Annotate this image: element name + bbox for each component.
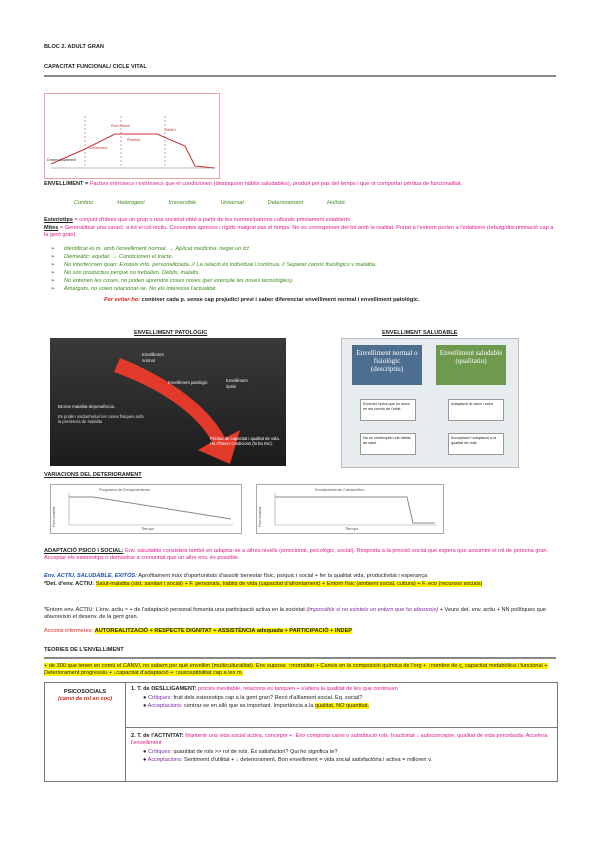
graph-programa xyxy=(50,484,242,534)
esteriotips-label: Esteriotips xyxy=(44,217,73,223)
saludable-panel xyxy=(341,338,519,468)
bullet-item: ➢ No interferirsen quan: Existeix info. personalitzada. // La relació és individual i contínua. // Separar canvis fisiològics v malaltia. xyxy=(50,262,377,268)
section-heading-capacitat: CAPACITAT FUNCIONAL/ CICLE VITAL xyxy=(44,64,147,70)
trait: Heterogeni xyxy=(117,200,145,206)
saludable-box: Envelliment saludable (qualitatiu) xyxy=(436,345,506,385)
patologic-label: normal xyxy=(142,358,155,363)
teories-table xyxy=(44,682,558,782)
patologic-label: Envelliment xyxy=(142,352,164,357)
per-evitar xyxy=(104,297,558,304)
diagram-label: Desenvolupament xyxy=(47,158,76,162)
patologic-label: Envelliment patològic xyxy=(168,380,208,385)
patologic-low: Es poden oxidar/reduir les coses físiques amb la presència de malaltia xyxy=(58,414,144,424)
envelliment-label: ENVELLIMENT = xyxy=(44,181,89,187)
patologic-label: Envelliment xyxy=(226,378,248,383)
accions-text: AUTOREALITZACIÓ + RESPECTE DIGNITAT + ASSISTÈNCIA adequada + PARTICIPACIÓ + INDEP xyxy=(94,628,353,634)
per-evitar-label: Per evitar-ho: xyxy=(104,297,141,303)
t1-acceptacions-label: Acceptacions: xyxy=(147,703,183,709)
t2-acceptacions-label: Acceptacions: xyxy=(147,757,183,763)
patologic-title: ENVELLIMENT PATOLÒGIC xyxy=(134,330,208,336)
per-evitar-text: conèixer cada p. sense cap prejudici previ i saber diferenciar envelliment normal i envelliment patològic. xyxy=(141,297,420,303)
adaptacio-label: ADAPTACIÓ PSICO I SOCIAL: xyxy=(44,548,124,554)
t2-critiques: quantitat de rols >> rol de rols. És satisfactori? Qui ho significa te? xyxy=(173,749,338,755)
graph-ylabel: Funcionalitat xyxy=(258,507,262,527)
teories-title: TEORIES DE L'ENVELLIMENT xyxy=(44,647,124,653)
env-actiu-text: Aprofitament màx d'oportunitats d'assolir benestar físic, psíquic i social + fer la qualitat vida, productivitat i esperança xyxy=(138,573,428,579)
bullet-item: ➢ Identificar-lo m. amb l'envelliment normal. → Aplicat medicina: negar un tct xyxy=(50,246,249,252)
entorn-text: *Entorn env. ACTIU: L'env. actiu ≈ + de l'adaptació personal fomenta una participació activa en la societat xyxy=(44,607,305,613)
graph-xlabel: Tiempo xyxy=(345,526,359,531)
teoria-activitat: 2. T. de l'ACTIVITAT: Mantenir una vida social activa, concepte +. Env comporta canvi o substitució rols. Inactivitat ↓ autoconcepte, qualitat de vida percebuda. Accelera l'envelliment ● Crítiques: quantitat de rols >> rol de rols. És satisfactori? Qui ho significa te? ● Acceptacions: Sentiment d'utilitat + ↓ deteriorament. Bon envelliment = vida social satisfactòria i activa = milloren v. xyxy=(131,733,548,763)
diagram-label: Punt màxim xyxy=(111,124,130,128)
divider xyxy=(44,657,556,659)
diagram-label: Plenitud xyxy=(127,138,140,142)
entorn-note: (impossible si no existeix un entorn que ho afavoreix) xyxy=(306,607,439,613)
patologic-right: Pèrdua de capacitat i qualitat de vida. Ha d'haver condicions (hi ha risc). xyxy=(210,436,280,446)
variacions-title: VARIACIONS DEL DETERIORAMENT xyxy=(44,472,142,478)
esteriotips-definition xyxy=(44,217,558,224)
life-cycle-diagram xyxy=(44,93,220,179)
saludable-item: Adaptació al canvi i salut xyxy=(448,399,504,421)
saludable-title: ENVELLIMENT SALUDABLE xyxy=(382,330,458,336)
psicosocials-cell xyxy=(45,683,126,781)
t2-critiques-label: Crítiques: xyxy=(147,749,172,755)
t1-acceptacions: centrar-se en allò que es important. Importància a la xyxy=(184,703,314,709)
patologic-arrow xyxy=(50,338,286,466)
adaptacio-definition xyxy=(44,548,558,562)
mites-label: Mites xyxy=(44,225,59,231)
t1-text: procés inevitable, relacions es tanquen + s'altera la qualitat de les que continuen xyxy=(198,686,398,692)
det-env-actiu xyxy=(44,581,558,588)
bullet-item: ➢ No són productius perquè no treballen. Dèbils, malalts. xyxy=(50,270,200,276)
mites-text: = Generalitzar una caract. a tot el col·lectiu. Conceptes apresos i rígids malgrat pas el temps. No es corresponen del tot amb la realitat. Portat a l'extrem porten a l'edatisme (rebuig/discriminació cap a la gent gran). xyxy=(44,225,554,238)
bullet-item: ➢ Amargats, no volen relacionar-se. No els interessa l'actualitat. xyxy=(50,286,218,292)
graph-title: Envejecimiento Catastrófico xyxy=(315,487,365,492)
trait: Continu xyxy=(74,200,94,206)
env-actiu xyxy=(44,573,558,580)
patologic-mid: Brome malaltia-dependència. xyxy=(58,404,116,409)
t1-acceptacions-hl: qualitat, NO quantitat. xyxy=(314,703,370,709)
graph-title: Programa de Envejecimiento xyxy=(99,487,151,492)
trait: Deteriorament xyxy=(267,200,304,206)
patologic-label: òptim xyxy=(226,384,237,389)
trait: Universal xyxy=(220,200,244,206)
trait: Holístic xyxy=(327,200,346,206)
esteriotips-text: = conjunt d'idees que un grup o una societat obté a partir de les normes/patrons culturals prèviament establerts. xyxy=(74,217,352,223)
bullet-item: ➢ Diemeàtic: equitat. → Condicionen el tracte. xyxy=(50,254,174,260)
patologic-panel xyxy=(50,338,286,466)
psicosocials-label: PSICOSOCIALS xyxy=(63,689,107,695)
entorn-end: + Veure det. env. actiu + NN polítiques que afavoreixin el desenv. de la gent gran. xyxy=(44,607,546,620)
life-cycle-curve xyxy=(45,94,219,178)
accions-label: Accions infermeres: xyxy=(44,628,94,634)
envelliment-text: Factors intrínsecs i extrínsecs que el condicionen (destaquem hàbits saludables), produït pel pas del temps i que ot comportar pèrdua de funcionalitat. xyxy=(89,181,463,187)
t2-acceptacions: Sentiment d'utilitat + ↓ deteriorament. Bon envelliment = vida social satisfactòria i activa = milloren v. xyxy=(184,757,433,763)
bullet-item: ➢ No entenen les coses, no poden aprendre coses noves (per exemple les noves tecnologies). xyxy=(50,278,294,284)
diagram-label: Declivi xyxy=(165,128,176,132)
teories-intro: + de 300 que tenen en comú el CANVI, no sabem per què envellim (multiculturalitat). Env suposa: ↑mortalitat + Canvis en la composició química de l'org + ↓nombre de ç, capacitat metabòlica i funcional + Deteriorament progressiu + ↓capacitat d'adaptació + ↑susceptibilitat cap a les m. xyxy=(44,663,548,676)
accions-infermeres xyxy=(44,628,558,635)
graph-catastrofic xyxy=(256,484,444,534)
graph-ylabel: Funcionalitat xyxy=(52,507,56,527)
mites-definition xyxy=(44,225,558,239)
graph-xlabel: Tiempo xyxy=(141,526,155,531)
t1-critiques: fruit dels estereotips cap a la gent gran? Recó d'aïllament social. Eq. social? xyxy=(173,695,363,701)
envelliment-traits xyxy=(74,200,534,207)
divider xyxy=(44,75,556,77)
entorn-env-actiu xyxy=(44,607,558,621)
saludable-item: Evolució típica que es dona en els canvis de l'edat. xyxy=(360,399,416,421)
t1-critiques-label: Crítiques: xyxy=(147,695,172,701)
psicosocials-sub: (canvi de rol en soc) xyxy=(57,696,113,702)
saludable-item: No es contemplen els hàbits de salut xyxy=(360,433,416,455)
diagram-label: Creixement xyxy=(89,146,108,150)
det-text: Salut-malaltia (sist. sanitari i social) + F. personals, hàbits de vida (capacitat d'afrontament) + Entorn físic (ambient social, cultura) + F. eco (recursos socials) xyxy=(95,581,483,587)
t1-label: 1. T. de DESLLIGAMENT: xyxy=(131,686,197,692)
teoria-deslligament: 1. T. de DESLLIGAMENT: procés inevitable, relacions es tanquen + s'altera la qualitat de les que continuen ● Crítiques: fruit dels estereotips cap a la gent gran? Recó d'aïllament social. Eq. social? ● Acceptacions: centrar-se en allò que es important. Importància a la qualitat, NO quantitat. xyxy=(125,683,557,728)
det-label: *Det. d'env. ACTIU: xyxy=(44,581,95,587)
adaptacio-text: Env. saludable consisteix també en adaptar-se a altres nivells (emocional, psicològic, social). Resposta a la pressió social que espera que assumim el rol de persona gran. Acceptar els estereotips o demostrar a comunitat que un altre env. és possible. xyxy=(44,548,549,561)
trait: Irreversible xyxy=(168,200,197,206)
env-actiu-label: Env. ACTIU, SALUDABLE, EXITÓS: xyxy=(44,573,138,579)
t2-text: Mantenir una vida social activa, concepte +. Env comporta canvi o substitució rols. Inactivitat ↓ autoconcepte, qualitat de vida percebuda. Accelera l'envelliment xyxy=(131,733,548,746)
page-title: BLOC 2. ADULT GRAN xyxy=(44,44,104,50)
t2-label: 2. T. de l'ACTIVITAT: xyxy=(131,733,184,739)
envelliment-definition xyxy=(44,181,558,188)
saludable-item: Acceptació i adaptació a la qualitat de vida. xyxy=(448,433,504,455)
normal-box: Envelliment normal o fisiològic (descriptiu) xyxy=(352,345,422,385)
